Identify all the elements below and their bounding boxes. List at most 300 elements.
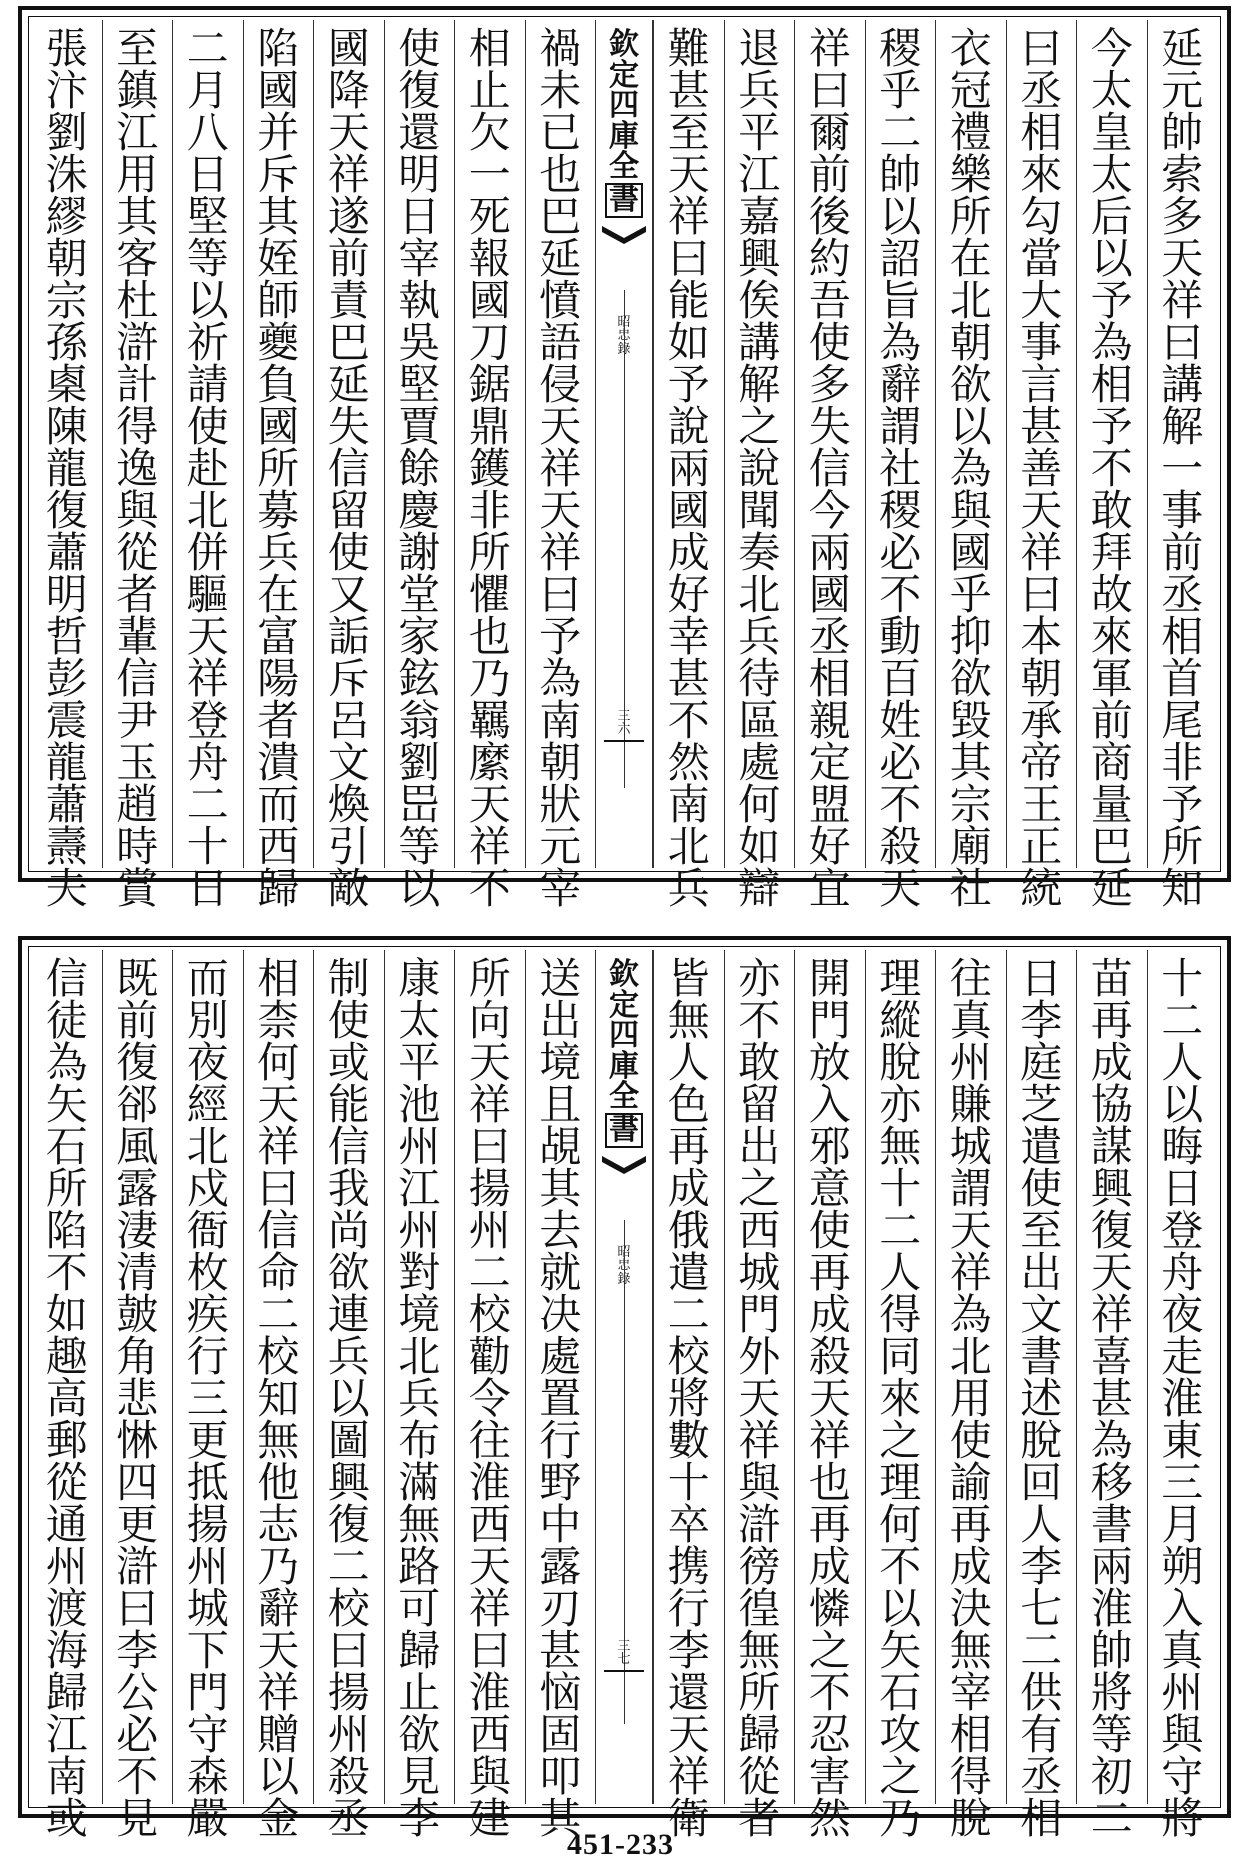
character: 書 [605, 183, 643, 218]
character: 善 [1020, 444, 1063, 493]
character: 幸 [667, 612, 710, 661]
character: 必 [116, 1710, 159, 1759]
character: 西 [257, 822, 300, 871]
character: 害 [808, 1752, 851, 1801]
character: 皇 [1090, 108, 1133, 157]
lower-center-fold [595, 950, 653, 1804]
character: 成 [667, 1164, 710, 1213]
character: 門 [186, 1668, 229, 1717]
character: 宰 [949, 1668, 992, 1717]
character: 拜 [1090, 528, 1133, 577]
character: 當 [1020, 234, 1063, 283]
character: 孫 [45, 318, 88, 367]
character: 甚 [1020, 402, 1063, 451]
character: 高 [45, 1374, 88, 1423]
character: 人 [1161, 1038, 1204, 1087]
character: 制 [327, 954, 370, 1003]
character: 稷 [879, 24, 922, 73]
character: 為 [949, 444, 992, 493]
character: 姪 [257, 234, 300, 283]
character: 能 [667, 276, 710, 325]
character: 以 [949, 402, 992, 451]
text-column [102, 20, 173, 913]
character: 冠 [949, 66, 992, 115]
character: 從 [45, 1458, 88, 1507]
character: 祥 [1020, 528, 1063, 577]
character: 他 [257, 1458, 300, 1507]
upper-text-columns [32, 20, 1217, 913]
character: 社 [879, 444, 922, 493]
character: 芝 [1020, 1080, 1063, 1129]
character: 無 [879, 1122, 922, 1171]
character: 負 [257, 360, 300, 409]
character: 校 [327, 1584, 370, 1633]
character: 對 [398, 1248, 441, 1297]
character: 矢 [879, 1626, 922, 1675]
character: 昭 [617, 314, 631, 330]
character: 祥 [186, 654, 229, 703]
character: 放 [808, 1038, 851, 1087]
character: 真 [1161, 1626, 1204, 1675]
character: 相 [1161, 612, 1204, 661]
character: 動 [879, 612, 922, 661]
character: 信 [45, 954, 88, 1003]
character: 州 [327, 1710, 370, 1759]
character: 日 [1020, 954, 1063, 1003]
character: 書 [605, 1113, 643, 1148]
character: 興 [327, 1458, 370, 1507]
character: 忠 [617, 1258, 631, 1274]
character: 使 [808, 1206, 851, 1255]
character: 滸 [738, 1500, 781, 1549]
character: 李 [667, 1626, 710, 1675]
character: 大 [1020, 276, 1063, 325]
character: 俄 [667, 1206, 710, 1255]
leaf-number [596, 710, 652, 742]
character: 歸 [45, 1668, 88, 1717]
character: 曰 [667, 234, 710, 283]
character: 以 [879, 1584, 922, 1633]
character: 徨 [738, 1584, 781, 1633]
character: 其 [257, 192, 300, 241]
character: 敵 [327, 864, 370, 913]
character: 卒 [667, 1500, 710, 1549]
character: 龍 [45, 738, 88, 787]
character: 滿 [398, 1458, 441, 1507]
character: 亦 [738, 954, 781, 1003]
character: 以 [327, 1374, 370, 1423]
character: 北 [667, 822, 710, 871]
character: 等 [1090, 1710, 1133, 1759]
folio-number: 451-233 [567, 1828, 674, 1861]
character: 文 [1020, 1290, 1063, 1339]
character: 之 [808, 1626, 851, 1675]
character: 淮 [468, 1458, 511, 1507]
character: 庫 [609, 1048, 639, 1084]
character: 意 [808, 1164, 851, 1213]
character: 日 [398, 192, 441, 241]
upper-center-fold [595, 20, 653, 868]
character: 與 [1161, 1710, 1204, 1759]
character: 晦 [1161, 1122, 1204, 1171]
character: 陷 [257, 24, 300, 73]
character: 揚 [186, 1500, 229, 1549]
character: 稷 [879, 486, 922, 535]
character: 引 [327, 822, 370, 871]
character: 天 [1090, 1248, 1133, 1297]
character: 兵 [257, 528, 300, 577]
character: 一 [468, 150, 511, 199]
character: 還 [667, 1668, 710, 1717]
character: 張 [45, 24, 88, 73]
character: 侵 [539, 360, 582, 409]
character: 使 [1020, 1164, 1063, 1213]
character: 為 [539, 654, 582, 703]
character: 鼎 [468, 402, 511, 451]
character: 其 [116, 192, 159, 241]
character: 祥 [539, 528, 582, 577]
character: 所 [738, 1668, 781, 1717]
character: 國 [808, 570, 851, 619]
character: 詬 [327, 612, 370, 661]
character: 堅 [186, 192, 229, 241]
character: 南 [539, 696, 582, 745]
character: 兵 [327, 1332, 370, 1381]
character: 舟 [1161, 1248, 1204, 1297]
character: 吳 [398, 318, 441, 367]
character: 玉 [116, 738, 159, 787]
character: 丞 [1020, 66, 1063, 115]
character: 兩 [1090, 1542, 1133, 1591]
character: 斥 [257, 150, 300, 199]
character: 姓 [879, 696, 922, 745]
character: 而 [257, 780, 300, 829]
character: 再 [1090, 996, 1133, 1045]
character: 登 [1161, 1206, 1204, 1255]
character: 揚 [327, 1668, 370, 1717]
character: 親 [808, 696, 851, 745]
character: 其 [539, 1794, 582, 1843]
character: 賺 [949, 1080, 992, 1129]
character: 庭 [1020, 1038, 1063, 1087]
character: 死 [468, 192, 511, 241]
character: 回 [1020, 1458, 1063, 1507]
lower-page-frame [18, 936, 1231, 1843]
character: 統 [1020, 864, 1063, 913]
character: 首 [1161, 654, 1204, 703]
character: 蕭 [45, 780, 88, 829]
character: 處 [738, 738, 781, 787]
character: 詔 [879, 234, 922, 283]
character: 三 [1161, 1458, 1204, 1507]
character: 成 [949, 1542, 992, 1591]
character: 國 [257, 66, 300, 115]
character: 二 [257, 1290, 300, 1339]
character: 其 [539, 1164, 582, 1213]
character: 與 [949, 486, 992, 535]
character: 角 [116, 1332, 159, 1381]
character: 乃 [468, 654, 511, 703]
text-column [724, 950, 795, 1843]
character: 州 [398, 1206, 441, 1255]
character: 信 [327, 1122, 370, 1171]
character: 所 [949, 192, 992, 241]
character: 天 [539, 402, 582, 451]
character: 復 [327, 1500, 370, 1549]
character: 知 [257, 1374, 300, 1423]
character: 哲 [45, 612, 88, 661]
character: 劉 [398, 738, 441, 787]
character: 兵 [398, 1374, 441, 1423]
character: 成 [667, 528, 710, 577]
character: 必 [879, 528, 922, 577]
character: 非 [468, 486, 511, 535]
character: 西 [468, 1500, 511, 1549]
character: 好 [667, 570, 710, 619]
character: 無 [949, 1626, 992, 1675]
character: 其 [949, 738, 992, 787]
character: 汴 [45, 66, 88, 115]
character: 敢 [738, 1038, 781, 1087]
character: 再 [808, 1500, 851, 1549]
character: 國 [949, 528, 992, 577]
character: 國 [327, 24, 370, 73]
character: 劉 [45, 108, 88, 157]
character: 社 [949, 864, 992, 913]
character: 江 [398, 1164, 441, 1213]
character: 講 [738, 318, 781, 367]
character: 講 [1161, 360, 1204, 409]
character: 入 [1161, 1584, 1204, 1633]
character: 乃 [879, 1794, 922, 1843]
character: 而 [186, 954, 229, 1003]
character: 祥 [327, 150, 370, 199]
character: 王 [1020, 780, 1063, 829]
character: 前 [808, 150, 851, 199]
character: 還 [398, 108, 441, 157]
character: 理 [879, 954, 922, 1003]
character: 奏 [738, 528, 781, 577]
character: 與 [468, 1752, 511, 1801]
character: 祥 [949, 1248, 992, 1297]
character: 宰 [398, 234, 441, 283]
character: 淮 [1090, 1584, 1133, 1633]
character: 至 [116, 24, 159, 73]
character: 叩 [539, 1752, 582, 1801]
character: 呂 [327, 696, 370, 745]
text-column [653, 950, 724, 1843]
character: 城 [738, 1248, 781, 1297]
character: 有 [1020, 1710, 1063, 1759]
character: 送 [539, 954, 582, 1003]
character: 遣 [1020, 1122, 1063, 1171]
character: 渡 [45, 1584, 88, 1633]
character: 江 [45, 1710, 88, 1759]
character: 未 [539, 66, 582, 115]
text-column [525, 20, 596, 913]
character: 或 [45, 1794, 88, 1843]
character: 羈 [468, 696, 511, 745]
character: 北 [949, 1332, 992, 1381]
character: 宰 [539, 864, 582, 913]
character: 日 [186, 864, 229, 913]
character: 相 [1090, 360, 1133, 409]
character: 祥 [808, 24, 851, 73]
character: 信 [257, 1206, 300, 1255]
character: 行 [186, 1332, 229, 1381]
text-column [1147, 950, 1218, 1843]
character: 蕭 [45, 528, 88, 577]
character: 朔 [1161, 1542, 1204, 1591]
character: 國 [468, 276, 511, 325]
character: 禮 [949, 108, 992, 157]
character: 明 [398, 150, 441, 199]
character: 延 [539, 234, 582, 283]
character: 歸 [738, 1710, 781, 1759]
character: 曰 [539, 570, 582, 619]
character: 城 [186, 1584, 229, 1633]
character: 兵 [667, 864, 710, 913]
character: 廟 [949, 822, 992, 871]
character: 天 [327, 108, 370, 157]
character: 輩 [116, 612, 159, 661]
character: 使 [949, 1416, 992, 1465]
character: 為 [879, 318, 922, 367]
character: 盟 [808, 780, 851, 829]
character: 定 [609, 57, 639, 93]
character: 欲 [949, 654, 992, 703]
character: 十 [879, 1164, 922, 1213]
character: 經 [186, 1080, 229, 1129]
character: 不 [808, 1668, 851, 1717]
character: 無 [257, 1416, 300, 1465]
character: 祥 [808, 1416, 851, 1465]
character: 勸 [468, 1332, 511, 1381]
text-column [525, 950, 596, 1843]
character: 將 [667, 1374, 710, 1423]
character: 㮚 [45, 360, 88, 409]
character: 使 [398, 24, 441, 73]
character: 夔 [257, 318, 300, 367]
character: 岊 [398, 780, 441, 829]
character: 帥 [1090, 1626, 1133, 1675]
character: 言 [1020, 360, 1063, 409]
character: 辭 [257, 1584, 300, 1633]
character: 李 [398, 1794, 441, 1843]
character: 成 [1090, 1038, 1133, 1087]
character: 洙 [45, 150, 88, 199]
character: 以 [1161, 1080, 1204, 1129]
character: 為 [949, 1290, 992, 1339]
character: 從 [738, 1752, 781, 1801]
character: 尹 [116, 696, 159, 745]
character: 等 [398, 822, 441, 871]
character: 以 [257, 1752, 300, 1801]
character: 者 [738, 1794, 781, 1843]
text-column [172, 950, 243, 1843]
character: 宜 [808, 864, 851, 913]
character: 餘 [398, 444, 441, 493]
character: 使 [186, 402, 229, 451]
character: 淮 [1161, 1374, 1204, 1423]
character: 疾 [186, 1290, 229, 1339]
character: 二 [468, 1248, 511, 1297]
character: 徒 [45, 996, 88, 1045]
character: 元 [1161, 66, 1204, 115]
character: 處 [539, 1332, 582, 1381]
character: 二 [1020, 1626, 1063, 1675]
character: 四 [609, 88, 639, 124]
character: 執 [398, 276, 441, 325]
character: 所 [468, 528, 511, 577]
character: 再 [808, 1248, 851, 1297]
character: 往 [468, 1416, 511, 1465]
character: 相 [949, 1710, 992, 1759]
character: 衙 [186, 1206, 229, 1255]
character: 祥 [468, 1080, 511, 1129]
character: 使 [327, 528, 370, 577]
character: 東 [1161, 1416, 1204, 1465]
character: 人 [667, 1038, 710, 1087]
character: 理 [879, 1458, 922, 1507]
character: 覘 [539, 1122, 582, 1171]
character: 見 [398, 1752, 441, 1801]
character: 嘉 [738, 192, 781, 241]
character: 尚 [327, 1206, 370, 1255]
character: 非 [1161, 738, 1204, 787]
character: 也 [808, 1458, 851, 1507]
character: 同 [879, 1332, 922, 1381]
character: 得 [949, 1752, 992, 1801]
character: 定 [808, 738, 851, 787]
text-column [32, 950, 102, 1843]
character: 門 [738, 1290, 781, 1339]
character: 憤 [539, 276, 582, 325]
character: 北 [186, 486, 229, 535]
character: 不 [45, 1248, 88, 1297]
character: 曰 [116, 1584, 159, 1633]
character: 客 [116, 234, 159, 283]
character: 邪 [808, 1122, 851, 1171]
character: 淮 [468, 1668, 511, 1717]
character: 斥 [327, 654, 370, 703]
character: 趣 [45, 1332, 88, 1381]
character: 六 [617, 722, 631, 737]
character: 相 [257, 954, 300, 1003]
character: 失 [327, 402, 370, 451]
character: 露 [116, 1164, 159, 1213]
character: 祥 [1090, 1290, 1133, 1339]
character: 北 [949, 276, 992, 325]
character: 戍 [186, 1164, 229, 1213]
character: 甚 [539, 1626, 582, 1675]
character: 刃 [539, 1584, 582, 1633]
character: 不 [667, 696, 710, 745]
character: 淒 [116, 1206, 159, 1255]
character: 鑊 [468, 444, 511, 493]
character: 前 [1090, 696, 1133, 745]
character: 揚 [468, 1164, 511, 1213]
character: 吾 [808, 276, 851, 325]
character: 縻 [468, 738, 511, 787]
character: 天 [468, 1542, 511, 1591]
character: 城 [949, 1122, 992, 1171]
character: 圖 [327, 1416, 370, 1465]
character: 并 [257, 108, 300, 157]
character: 禍 [539, 24, 582, 73]
character: 决 [539, 1290, 582, 1339]
character: 予 [667, 360, 710, 409]
